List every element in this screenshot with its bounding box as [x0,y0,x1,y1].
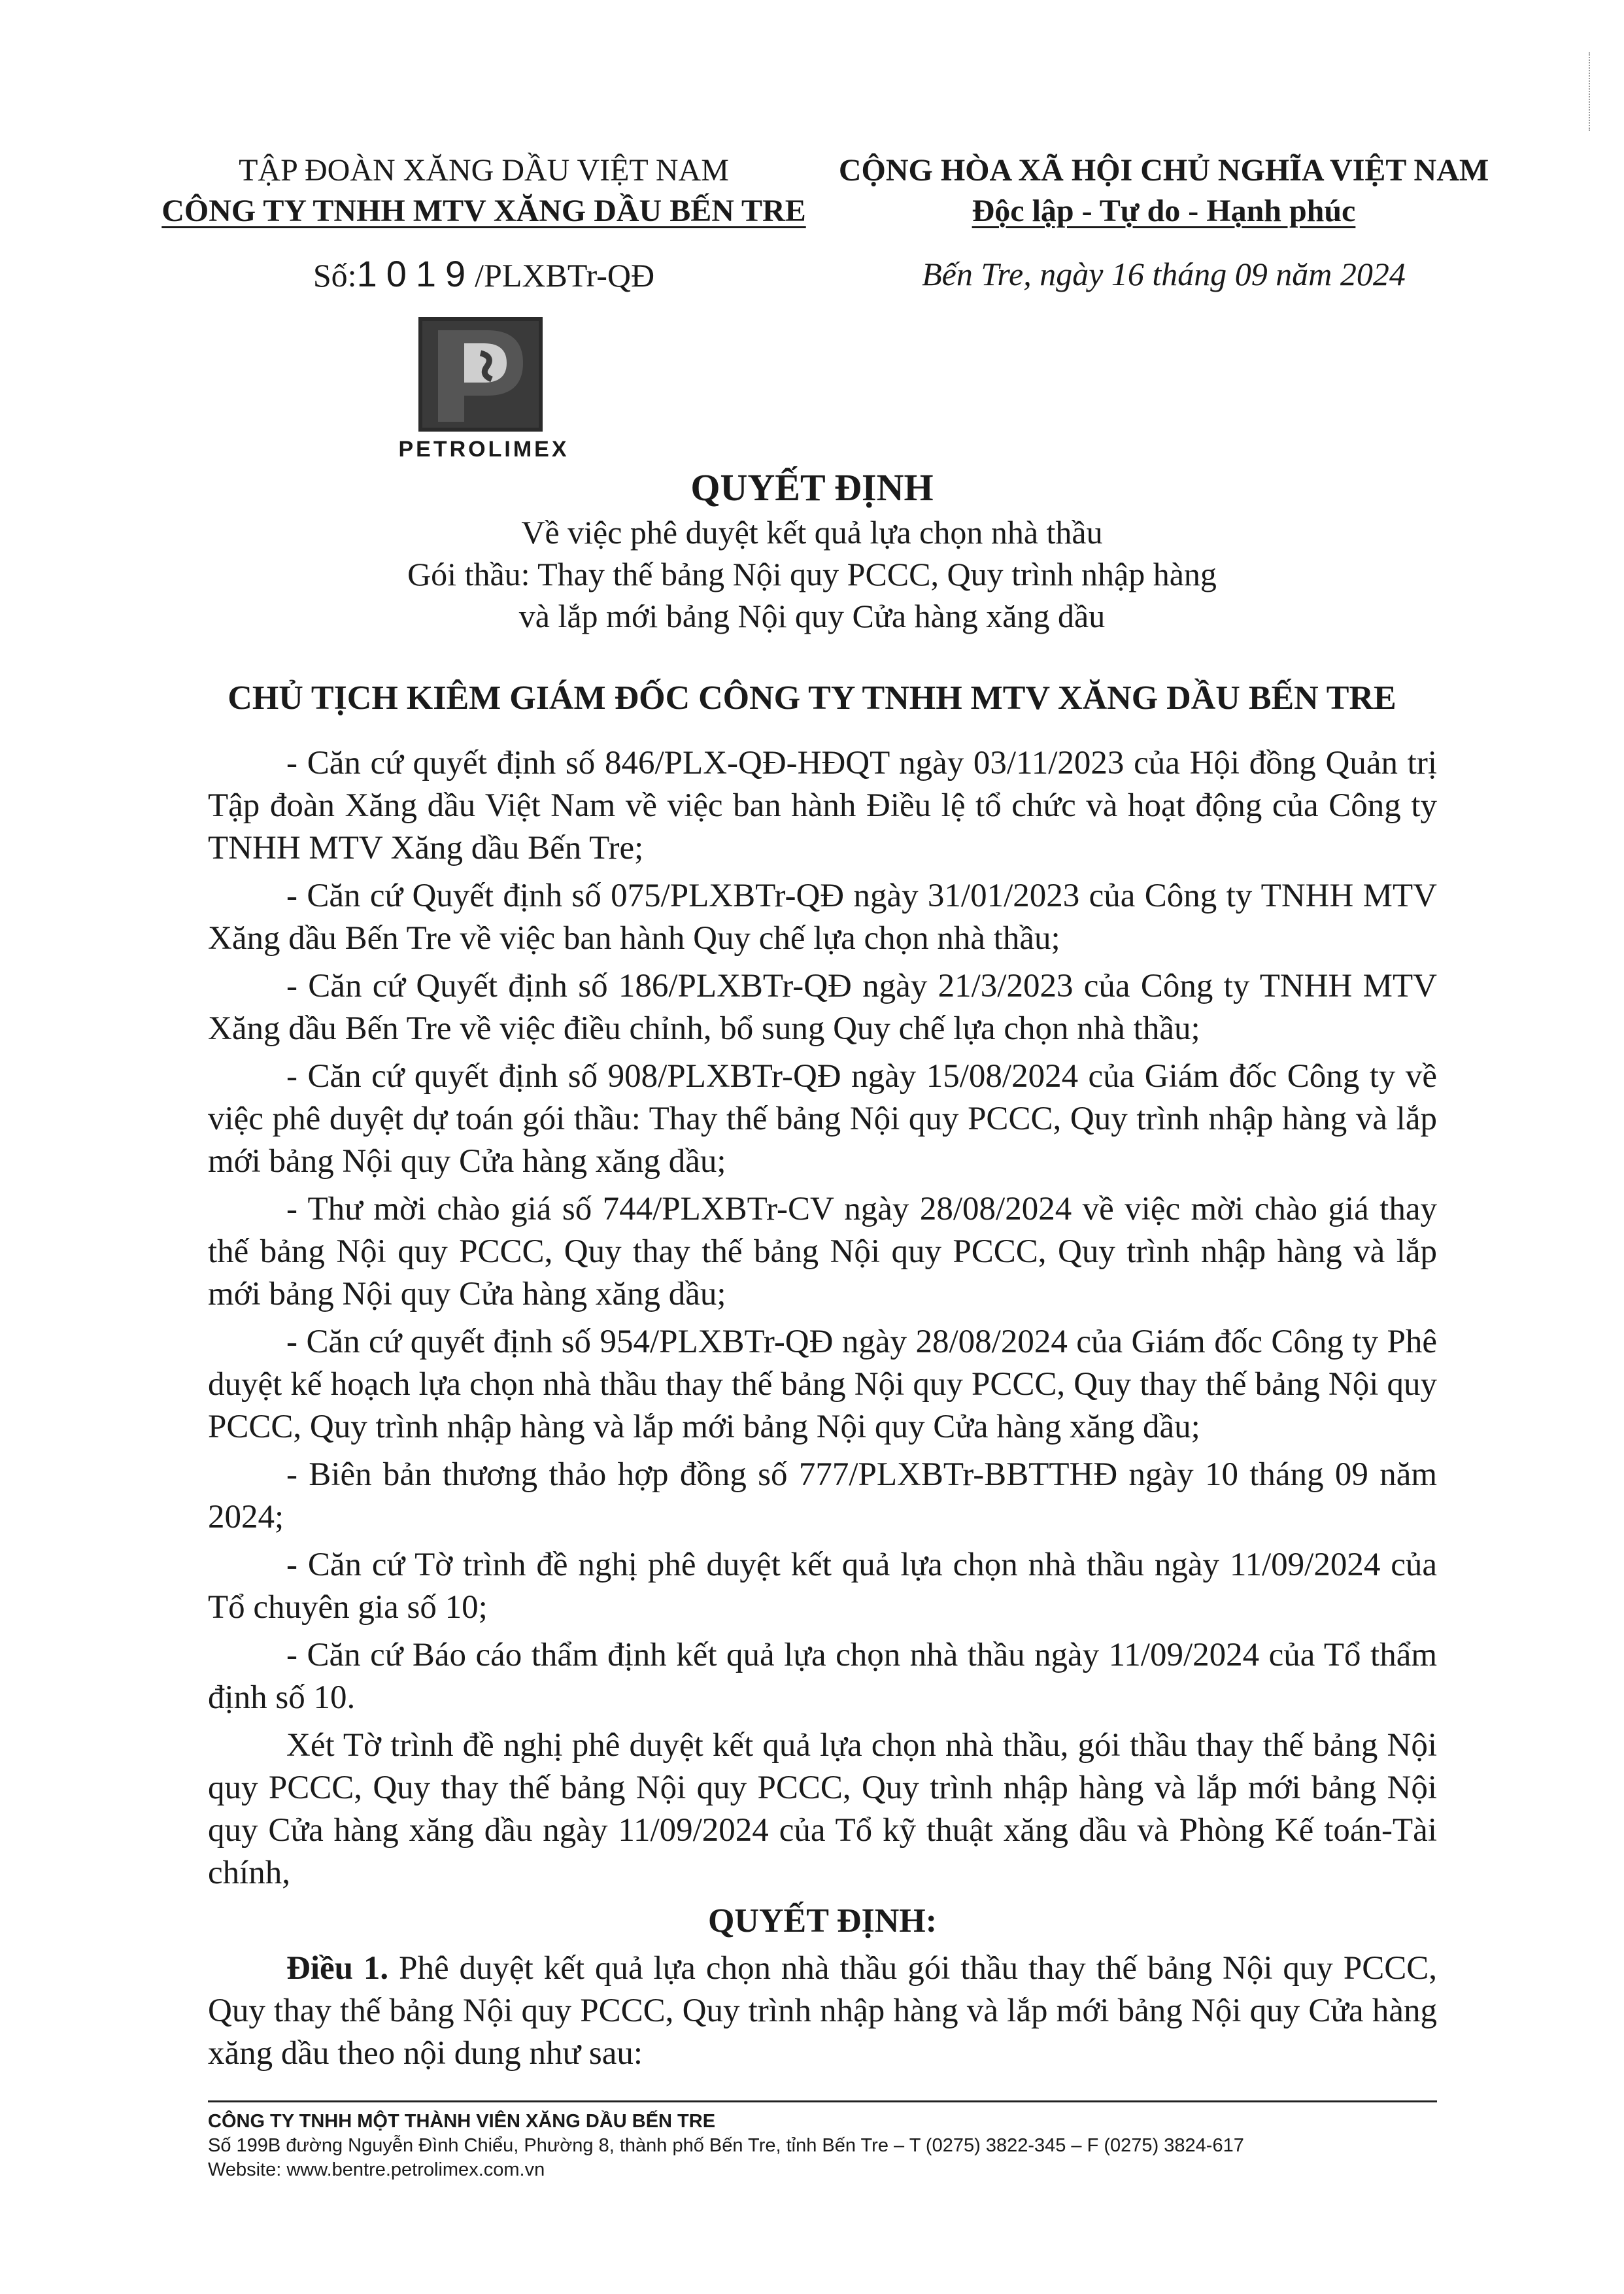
document-title: QUYẾT ĐỊNH [690,466,934,509]
footer-address: Số 199B đường Nguyễn Đình Chiểu, Phường 8, thành phố Bến Tre, tỉnh Bến Tre – T (0275) 3822-345 – F (0275) 3824-617 [208,2135,1244,2156]
legal-basis-5: - Thư mời chào giá số 744/PLXBTr-CV ngày 28/08/2024 về việc mời chào giá thay thế bảng Nội quy PCCC, Quy thay thế bảng Nội quy PCCC, Quy trình nhập hàng và lắp mới bảng Nội quy Cửa hàng xăng dầu; [208,1191,1437,1312]
petrolimex-logo-icon [418,317,543,432]
company-name: CÔNG TY TNHH MTV XĂNG DẦU BẾN TRE [161,194,806,228]
issuing-authority: CHỦ TỊCH KIÊM GIÁM ĐỐC CÔNG TY TNHH MTV XĂNG DẦU BẾN TRE [228,679,1396,717]
legal-basis-4: - Căn cứ quyết định số 908/PLXBTr-QĐ ngày 15/08/2024 của Giám đốc Công ty về việc phê duyệt dự toán gói thầu: Thay thế bảng Nội quy PCCC, Quy trình nhập hàng và lắp mới bảng Nội quy Cửa hàng xăng dầu; [208,1058,1437,1180]
group-name: TẬP ĐOÀN XĂNG DẦU VIỆT NAM [239,153,729,188]
article-1 [208,1947,1437,2075]
legal-basis-3: - Căn cứ Quyết định số 186/PLXBTr-QĐ ngày 21/3/2023 của Công ty TNHH MTV Xăng dầu Bến Tre về việc điều chỉnh, bổ sung Quy chế lựa chọn nhà thầu; [208,968,1437,1047]
country-name: CỘNG HÒA XÃ HỘI CHỦ NGHĨA VIỆT NAM [838,153,1489,188]
article-1-text: Phê duyệt kết quả lựa chọn nhà thầu gói thầu thay thế bảng Nội quy PCCC, Quy thay thế bảng Nội quy PCCC, Quy trình nhập hàng và lắp mới bảng Nội quy Cửa hàng xăng dầu theo nội dung như sau: [208,1950,1437,2072]
document-number-value: 1019 [356,253,475,294]
logo-text: PETROLIMEX [398,437,569,462]
legal-basis-2: - Căn cứ Quyết định số 075/PLXBTr-QĐ ngày 31/01/2023 của Công ty TNHH MTV Xăng dầu Bến Tre về việc ban hành Quy chế lựa chọn nhà thầu; [208,878,1437,957]
consideration-paragraph: Xét Tờ trình đề nghị phê duyệt kết quả lựa chọn nhà thầu, gói thầu thay thế bảng Nội quy PCCC, Quy thay thế bảng Nội quy PCCC, Quy trình nhập hàng và lắp mới bảng Nội quy Cửa hàng xăng dầu ngày 11/09/2024 của Tổ kỹ thuật xăng dầu và Phòng Kế toán-Tài chính, [208,1727,1437,1891]
legal-basis-7: - Biên bản thương thảo hợp đồng số 777/PLXBTr-BBTTHĐ ngày 10 tháng 09 năm 2024; [208,1456,1437,1535]
legal-basis-9: - Căn cứ Báo cáo thẩm định kết quả lựa chọn nhà thầu ngày 11/09/2024 của Tổ thẩm định số 10. [208,1637,1437,1716]
footer-divider [208,2100,1437,2102]
document-subject: Về việc phê duyệt kết quả lựa chọn nhà thầu Gói thầu: Thay thế bảng Nội quy PCCC, Quy trình nhập hàng và lắp mới bảng Nội quy Cửa hàng xăng dầu [407,514,1217,634]
page-footer [208,2110,1450,2182]
legal-basis-1: - Căn cứ quyết định số 846/PLX-QĐ-HĐQT ngày 03/11/2023 của Hội đồng Quản trị Tập đoàn Xăng dầu Việt Nam về việc ban hành Điều lệ tổ chức và hoạt động của Công ty TNHH MTV Xăng dầu Bến Tre; [208,745,1437,866]
national-header [830,150,1497,294]
petrolimex-logo [418,317,543,432]
document-number: Số:1019/PLXBTr-QĐ [313,253,655,294]
issuer-block [150,150,817,296]
national-motto: Độc lập - Tự do - Hạnh phúc [972,194,1356,228]
legal-basis-8: - Căn cứ Tờ trình đề nghị phê duyệt kết quả lựa chọn nhà thầu ngày 11/09/2024 của Tổ chuyên gia số 10; [208,1547,1437,1626]
footer-website: Website: www.bentre.petrolimex.com.vn [208,2159,545,2180]
legal-basis-6: - Căn cứ quyết định số 954/PLXBTr-QĐ ngày 28/08/2024 của Giám đốc Công ty Phê duyệt kế hoạch lựa chọn nhà thầu thay thế bảng Nội quy PCCC, Quy thay thế bảng Nội quy PCCC, Quy trình nhập hàng và lắp mới bảng Nội quy Cửa hàng xăng dầu; [208,1324,1437,1445]
document-body [208,742,1437,2080]
footer-company: CÔNG TY TNHH MỘT THÀNH VIÊN XĂNG DẦU BẾN TRE [208,2111,716,2132]
issue-date: Bến Tre, ngày 16 tháng 09 năm 2024 [922,256,1406,292]
decision-heading: QUYẾT ĐỊNH: [707,1902,938,1940]
article-1-label: Điều 1. [286,1950,389,1987]
scan-margin-mark [1589,52,1593,131]
